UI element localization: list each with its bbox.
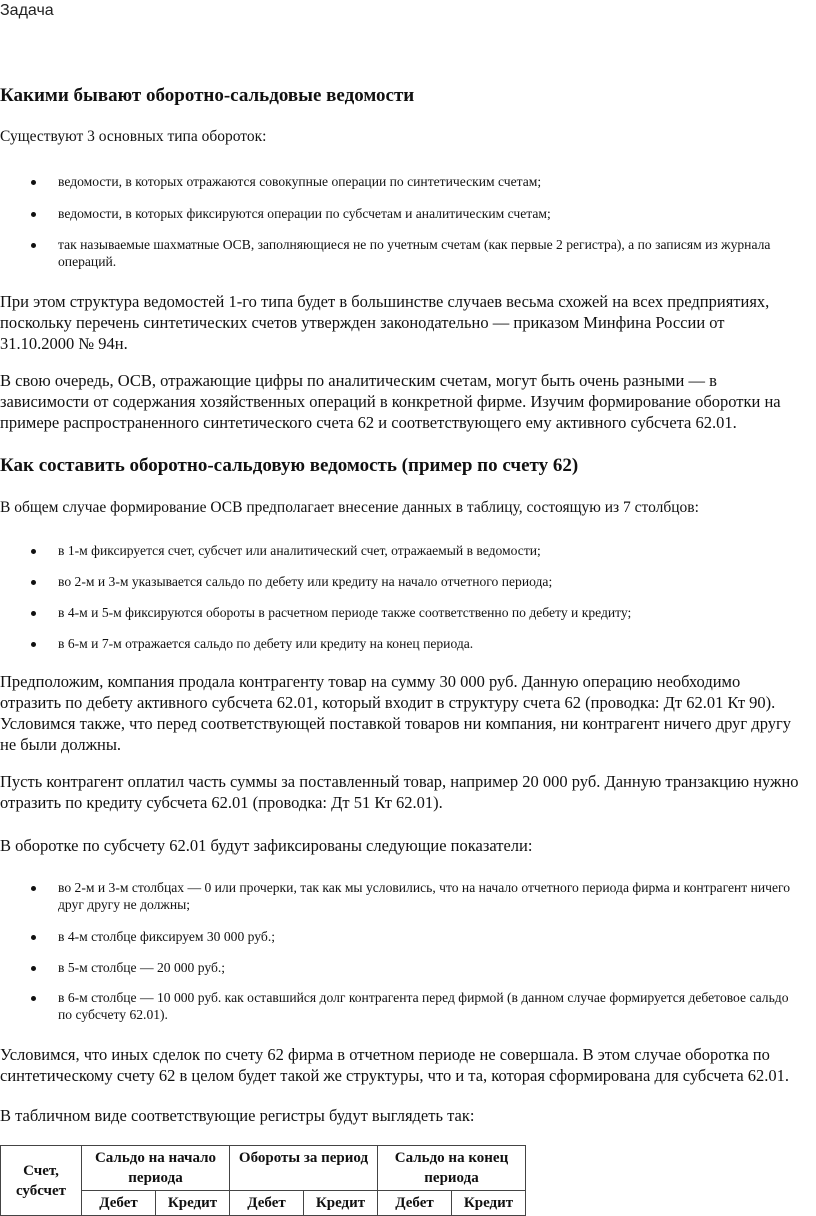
list-item-text: в 1-м фиксируется счет, субсчет или аналитический счет, отражаемый в ведомости; [58, 543, 541, 558]
list-item-text: в 6-м столбце — 10 000 руб. как оставшийся долг контрагента перед фирмой (в данном случае формируется дебетовое сальдо по субсчету 62.01). [58, 990, 789, 1022]
paragraph: Условимся, что иных сделок по счету 62 фирма в отчетном периоде не совершала. В этом случае оборотка по синтетическому счету 62 в целом будет такой же структуры, что и та, которая сформирована для субсчета 62.01. [0, 1045, 790, 1085]
list-item [58, 236, 816, 270]
bullet-icon [31, 243, 36, 248]
paragraph: Пусть контрагент оплатил часть суммы за поставленный товар, например 20 000 руб. Данную транзакцию нужно отразить по кредиту субсчета 62.01 (проводка: Дт 51 Кт 62.01). [0, 772, 799, 812]
table-header-credit: Кредит [304, 1191, 378, 1216]
list-item-text: во 2-м и 3-м указывается сальдо по дебету или кредиту на начало отчетного периода; [58, 574, 553, 589]
table-header-opening-balance: Сальдо на начало периода [82, 1146, 230, 1191]
list-item [58, 635, 803, 652]
section-title: Как составить оборотно-сальдовую ведомость (пример по счету 62) [0, 455, 579, 476]
table-header-turnover: Обороты за период [230, 1146, 378, 1191]
table-header-credit: Кредит [452, 1191, 526, 1216]
list-item-text: так называемые шахматные ОСВ, заполняющиеся не по учетным счетам (как первые 2 регистра), а по записям из журнала операций. [58, 237, 771, 269]
bullet-icon [31, 935, 36, 940]
section-title: Какими бывают оборотно-сальдовые ведомости [0, 85, 415, 106]
list-item-text: в 6-м и 7-м отражается сальдо по дебету или кредиту на конец периода. [58, 636, 474, 651]
list-item [58, 205, 803, 222]
paragraph: Предположим, компания продала контрагенту товар на сумму 30 000 руб. Данную операцию необходимо отразить по дебету активного субсчета 62.01, который входит в структуру счета 62 (проводка: Дт 62.01 Кт 90). Условимся также, что перед соответствующей поставкой товаров ни компания, ни контрагент ничего друг другу не были должны. [0, 672, 792, 754]
bullet-icon [31, 580, 36, 585]
paragraph: В оборотке по субсчету 62.01 будут зафиксированы следующие показатели: [0, 836, 533, 855]
list-item [58, 928, 803, 945]
bullet-icon [31, 549, 36, 554]
bullet-icon [31, 966, 36, 971]
table-header-closing-balance: Сальдо на конец периода [378, 1146, 526, 1191]
bullet-icon [31, 886, 36, 891]
table-header-account: Счет, субсчет [1, 1146, 82, 1216]
list-item [58, 542, 803, 559]
page-label: Задача [0, 2, 54, 19]
section-intro: В общем случае формирование ОСВ предполагает внесение данных в таблицу, состоящую из 7 столбцов: [0, 499, 699, 516]
list-item [58, 879, 793, 913]
table-header-row [1, 1146, 526, 1191]
table-header-credit: Кредит [156, 1191, 230, 1216]
paragraph: При этом структура ведомостей 1-го типа будет в большинстве случаев весьма схожей на всех предприятиях, поскольку перечень синтетических счетов утвержден законодательно — приказом Минфина России от 31.10.2000 № 94н. [0, 292, 770, 353]
table-header-debit: Дебет [82, 1191, 156, 1216]
bullet-icon [31, 180, 36, 185]
list-item-text: во 2-м и 3-м столбцах — 0 или прочерки, так как мы условились, что на начало отчетного периода фирма и контрагент ничего друг другу не должны; [58, 880, 791, 912]
bullet-icon [31, 642, 36, 647]
list-item [58, 989, 793, 1023]
paragraph: В свою очередь, ОСВ, отражающие цифры по аналитическим счетам, могут быть очень разными — в зависимости от содержания хозяйственных операций в конкретной фирме. Изучим формирование оборотки на примере распространенного синтетического счета 62 и соответствующего ему активного субсчета 62.01. [0, 371, 781, 432]
list-item-text: в 4-м столбце фиксируем 30 000 руб.; [58, 929, 275, 944]
list-item-text: в 4-м и 5-м фиксируются обороты в расчетном периоде также соответственно по дебету и кредиту; [58, 605, 632, 620]
section-intro: Существуют 3 основных типа обороток: [0, 128, 267, 145]
list-item [58, 604, 803, 621]
list-item [58, 959, 803, 976]
list-item-text: в 5-м столбце — 20 000 руб.; [58, 960, 226, 975]
bullet-icon [31, 996, 36, 1001]
bullet-icon [31, 212, 36, 217]
bullet-icon [31, 611, 36, 616]
table-header-debit: Дебет [378, 1191, 452, 1216]
list-item [58, 173, 803, 190]
list-item-text: ведомости, в которых фиксируются операции по субсчетам и аналитическим счетам; [58, 206, 551, 221]
table-header-debit: Дебет [230, 1191, 304, 1216]
paragraph: В табличном виде соответствующие регистры будут выглядеть так: [0, 1106, 475, 1125]
list-item-text: ведомости, в которых отражаются совокупные операции по синтетическим счетам; [58, 174, 542, 189]
list-item [58, 573, 803, 590]
turnover-balance-table [0, 1145, 526, 1216]
